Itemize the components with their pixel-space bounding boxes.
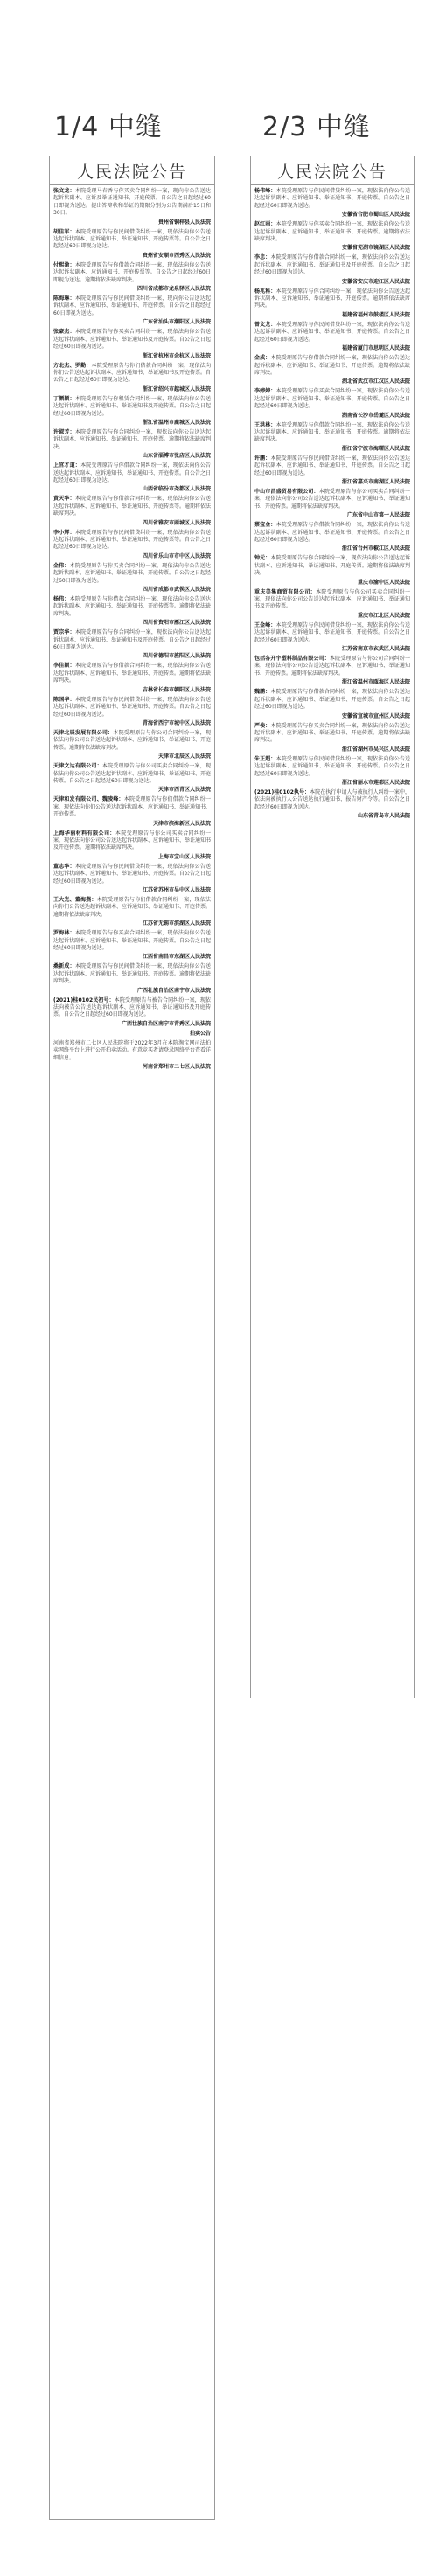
notice-recipient: (2021)桂0102民初号：	[53, 996, 115, 1003]
notice-paragraph	[254, 221, 410, 243]
notice-paragraph	[254, 322, 410, 344]
notice-recipient: 严俊：	[254, 722, 271, 729]
notice-text: 河南省郑州市二七区人民法院将于2022年3月在本院淘宝网司法拍卖网络平台上进行公开拍卖活动。有意竞买者请登录网络平台查看详细信息。	[53, 1039, 212, 1061]
notice-text: 本院受理原告与你民间借贷纠纷一案，现依法向你公告送达起诉状副本、应诉通知书、举证通知书、开庭传票。自公告之日起经过60日即视为送达。	[53, 696, 212, 718]
notice-recipient: 朱正超：	[254, 755, 276, 762]
notice-text: 本院受理原告与你民间借贷纠纷一案，现向你公告送达起诉状副本、应诉通知书、举证通知书、开庭传票。自公告之日起经过60日即视为送达。	[53, 295, 212, 316]
court-name: 浙江省杭州市余杭区人民法院	[142, 352, 211, 359]
notice-recipient: 包括各开宇塑料制品有限公司：	[254, 656, 330, 663]
notice-text: 本院受理原告与你民间借贷纠纷一案，现依法向你公告送达起诉状副本、应诉通知书、举证通知书、开庭传票。逾期将依法缺席判决。	[53, 963, 212, 985]
notice-paragraph	[53, 763, 211, 785]
notice-paragraph	[53, 530, 211, 552]
notice-recipient: 许淑芳：	[53, 428, 75, 435]
notice-recipient: 天津北辰发展有限公司：	[53, 729, 114, 736]
notice-recipient: 天津和发有限公司、魏凌峰：	[53, 796, 124, 803]
notice-paragraph	[53, 563, 211, 585]
court-name: 浙江省嘉兴市南湖区人民法院	[341, 478, 410, 485]
notice-recipient: 李小辉：	[53, 529, 75, 536]
notice-text: 本院在执行申请人与被执行人纠纷一案中，依法向被执行人公告送达执行通知书、报告财产令等。自公告之日起经过60日即视为送达。	[254, 788, 410, 810]
notice-paragraph	[53, 496, 211, 517]
notice-paragraph	[254, 756, 410, 778]
court-name: 天津市北辰区人民法院	[157, 753, 211, 760]
notice-paragraph	[53, 997, 211, 1019]
notice-text: 本院受理原告与你们借款合同纠纷一案，现依法向你们公告送达起诉状副本、应诉通知书、举证通知书及开庭传票。自公告之日起经过60日即视为送达。	[53, 362, 212, 384]
court-name: 天津市西青区人民法院	[157, 787, 211, 794]
notice-paragraph	[254, 555, 410, 577]
notice-paragraph	[254, 288, 410, 310]
court-name: 山东省淄博市张店区人民法院	[142, 453, 211, 460]
notice-paragraph	[254, 455, 410, 477]
notice-recipient: 钟元：	[254, 555, 271, 562]
notice-text: 本院受理原告与你民间借贷纠纷一案，现依法向你公告送达起诉状副本、应诉通知书、举证通知书、开庭传票。自公告之日起经过60日即视为送达。	[254, 755, 410, 777]
court-name: 福建省厦门市思明区人民法院	[341, 345, 410, 352]
court-name: 安徽省安庆市迎江区人民法院	[341, 278, 410, 285]
notice-text: 本院受理原告与你买卖合同纠纷一案，现依法向你公告送达起诉状副本、应诉通知书、举证通知书、开庭传票。逾期将依法缺席判决。	[254, 722, 410, 744]
court-name: 江苏省无锡市滨湖区人民法院	[142, 920, 211, 927]
right-column-label: 2/3 中缝	[262, 112, 371, 142]
notice-paragraph	[53, 830, 211, 852]
notice-text: 本院受理原告与你合同纠纷一案，现依法向你公告送达起诉状副本、应诉通知书、举证通知书及开庭传票。自公告之日起经过60日即视为送达。	[53, 629, 212, 651]
notice-recipient: 李忠：	[254, 254, 271, 261]
notice-paragraph	[53, 188, 211, 218]
notice-paragraph	[254, 589, 410, 611]
left-notice-column	[49, 156, 215, 2520]
notice-text: 本院受理原告与你借款合同纠纷一案，现依法向你公告送达起诉状副本、应诉通知书、举证通知书及开庭传票。自公告之日起经过60日即视为送达。	[254, 254, 410, 276]
court-name: 贵州省安顺市西秀区人民法院	[142, 252, 211, 259]
notice-text: 本院受理原告与你借款合同纠纷一案，现依法向你公告送达起诉状副本、应诉通知书、开庭传票等。自公告之日起经过60日即视为送达。逾期将依法缺席判决。	[53, 261, 211, 283]
notice-recipient: 王金峰：	[254, 621, 276, 628]
notice-paragraph	[53, 930, 211, 952]
notice-recipient: 上海华丽材料有限公司：	[53, 830, 115, 837]
notice-paragraph	[53, 429, 211, 451]
right-column-title: 人民法院公告	[251, 156, 414, 185]
notice-paragraph	[254, 622, 410, 644]
notice-text: 本院受理原告与你公司买卖合同纠纷一案，现依法向你公司公告送达起诉状副本、应诉通知书、举证通知书、开庭传票。逾期将依法缺席判决。	[254, 488, 410, 510]
notice-recipient: 许鹏：	[254, 455, 271, 462]
court-name: 四川省资阳市雁江区人民法院	[142, 620, 211, 627]
notice-recipient: 上官才道：	[53, 462, 81, 469]
court-name: 浙江省湖州市吴兴区人民法院	[341, 746, 410, 753]
notice-text: 本院受理原告与你借款合同纠纷一案，现依法向你公告送达起诉状副本、应诉通知书、举证通知书、开庭传票。自公告之日起经过60日即视为送达。	[53, 462, 212, 483]
notice-recipient: 方北杰、罗勤：	[53, 362, 92, 369]
notice-paragraph	[53, 796, 211, 818]
notice-paragraph	[254, 789, 410, 811]
court-name: 四川省成都市龙泉驿区人民法院	[136, 286, 211, 293]
notice-recipient: 曾文龙：	[254, 321, 276, 328]
notice-recipient: 重庆美集商贸有限公司：	[254, 588, 317, 595]
notice-paragraph	[254, 254, 410, 276]
notice-text: 本院受理原告与你合同纠纷一案，现依法向你公告送达起诉状副本、应诉通知书、举证通知书、开庭传票。逾期将依法缺席判决。	[254, 555, 410, 577]
notice-paragraph	[53, 963, 211, 985]
notice-recipient: 魏鹏：	[254, 689, 271, 696]
notice-text: 本院受理原告与你民间借贷纠纷一案，现依法向你公告送达起诉状副本、应诉通知书、举证通知书、开庭传票。自公告之日起经过60日即视为送达。	[254, 455, 410, 476]
notice-paragraph	[53, 897, 211, 919]
court-name: 广东省汕头市潮阳区人民法院	[142, 319, 211, 326]
notice-text: 本院受理原告与你们借款合同纠纷一案，现依法向你们公告送达起诉状副本、应诉通知书、举证通知书、开庭传票。	[53, 796, 212, 818]
notice-recipient: 王大光、董海燕：	[53, 897, 97, 903]
court-name: 浙江省丽水市莲都区人民法院	[341, 779, 410, 786]
notice-paragraph	[254, 656, 410, 677]
notice-text: 本院受理原告与你民间借贷纠纷一案，现依法向你公告送达起诉状副本、应诉通知书、举证通知书、开庭传票。自公告之日起经过60日即视为送达。	[254, 188, 410, 209]
notice-text: 本院受理原告与你公司买卖合同纠纷一案，现依法向你公司公告送达起诉状副本、应诉通知书、举证通知书及开庭传票。逾期将依法缺席判决。	[53, 830, 212, 851]
notice-paragraph	[53, 697, 211, 719]
court-name: 四川省乐山市市中区人民法院	[142, 552, 211, 559]
court-name: 浙江省宁波市海曙区人民法院	[341, 445, 410, 452]
notice-text: 本院受理原告与你买卖合同纠纷一案，现依法向你公告送达起诉状副本、应诉通知书、举证通知书、开庭传票。自公告之日起经过60日即视为送达。	[53, 562, 212, 584]
left-column-title: 人民法院公告	[50, 156, 214, 185]
notice-recipient: 付熙渝：	[53, 261, 75, 268]
court-name: 拍卖公告	[189, 1030, 211, 1037]
court-name: 浙江省台州市椒江区人民法院	[341, 545, 410, 552]
notice-paragraph	[254, 689, 410, 711]
notice-recipient: 金伟：	[53, 562, 70, 569]
court-name: 湖北省武汉市江汉区人民法院	[341, 378, 410, 385]
court-name: 广西壮族自治区南宁市青秀区人民法院	[121, 1020, 211, 1027]
court-name: 安徽省宣城市宣州区人民法院	[341, 712, 410, 719]
court-name: 四川省成都市武侯区人民法院	[142, 587, 211, 594]
notice-recipient: 黄天华：	[53, 496, 75, 503]
notice-paragraph	[254, 188, 410, 210]
court-name: 湖南省长沙市岳麓区人民法院	[341, 412, 410, 419]
notice-recipient: (2021)桂0102执号：	[254, 788, 310, 795]
notice-paragraph	[53, 629, 211, 651]
court-name: 浙江省温州市鹿城区人民法院	[142, 419, 211, 426]
notice-text: 本院受理原告与你民间借贷纠纷一案，现依法向你公告送达起诉状副本、应诉通知书、举证通知书、开庭传票。自公告之日起经过60日即视为送达。	[254, 621, 410, 643]
notice-text: 本院受理原告与你公司买卖合同纠纷一案，现依法向你公司公告送达起诉状副本、应诉通知书、举证通知书、开庭传票。自公告之日起经过60日即视为送达。	[53, 763, 212, 784]
notice-text: 本院受理马春香与你买卖合同纠纷一案，现向你公告送达起诉状副本、应诉及举证通知书、开庭传票。自公告之日起经过60日即视为送达。提出答辩状和举证的期限分别为公告期满后15日和30日。	[53, 188, 211, 217]
court-name: 江西省南昌市东湖区人民法院	[142, 954, 211, 961]
notice-recipient: 天津文达有限公司：	[53, 763, 102, 770]
notice-recipient: 赵红雨：	[254, 221, 276, 228]
notice-text: 本院受理原告与你合同纠纷一案，现依法向你公告送达起诉状副本、应诉通知书、举证通知书、开庭传票。逾期将依法缺席判决。	[53, 428, 212, 450]
notice-paragraph	[53, 229, 211, 251]
court-name: 天津市滨海新区人民法院	[152, 820, 211, 827]
court-name: 福建省福州市鼓楼区人民法院	[341, 311, 410, 318]
notice-text: 本院受理原告与你借款合同纠纷一案，现依法向你公告送达起诉状副本、应诉通知书、举证通知书、开庭传票。逾期将依法缺席判决。	[254, 421, 410, 443]
notice-text: 本院受理原告与你民间借贷纠纷一案，现依法向你公告送达起诉状副本、应诉通知书、举证通知书、开庭传票。自公告之日起经过60日即视为送达。	[53, 863, 212, 885]
notice-text: 本院受理原告与你们借款合同纠纷一案，现依法向你们公告送达起诉状副本、应诉通知书、举证通知书、开庭传票。逾期将依法缺席判决。	[53, 897, 212, 918]
court-name: 河南省郑州市二七区人民法院	[142, 1064, 211, 1071]
notice-paragraph	[254, 355, 410, 377]
notice-paragraph	[254, 422, 410, 444]
court-name: 山东省青岛市人民法院	[357, 813, 410, 820]
notice-paragraph	[254, 489, 410, 510]
notice-recipient: 杨兆科：	[254, 288, 276, 295]
notice-recipient: 董志华：	[53, 863, 75, 870]
notice-text: 本院受理原告与你公司合同纠纷一案，现依法向你公司公告送达起诉状副本、应诉通知书、举证通知书、开庭传票。逾期将依法缺席判决。	[254, 656, 410, 677]
notice-recipient: 贾宗华：	[53, 629, 75, 636]
notice-paragraph	[254, 522, 410, 544]
notice-text: 本院受理原告与你公司买卖合同纠纷一案，现依法向你公司公告送达起诉状副本、应诉通知书、举证通知书及开庭传票。	[254, 588, 410, 610]
notice-text: 本院受理原告与你租赁合同纠纷一案，现依法向你公告送达起诉状副本、应诉通知书、举证通知书及开庭传票。自公告之日起经过60日即视为送达。	[53, 395, 212, 417]
notice-recipient: 李佳颖：	[53, 663, 75, 670]
court-name: 浙江省温州市瓯海区人民法院	[341, 679, 410, 686]
notice-text: 本院受理原告与你公司合同纠纷一案，现依法向你公司公告送达起诉状副本、应诉通知书、举证通知书、开庭传票。逾期将依法缺席判决。	[53, 729, 212, 751]
notice-recipient: 丁颜颖：	[53, 395, 75, 402]
court-name: 贵州省铜梓县人民法院	[157, 219, 211, 226]
court-name: 江苏省南京市玄武区人民法院	[341, 646, 410, 653]
notice-text: 本院受理原告与你借款合同纠纷一案，现依法向你公告送达起诉状副本、应诉通知书、举证通知书、开庭传票。自公告之日起经过60日即视为送达。	[254, 522, 410, 543]
court-name: 江苏省苏州市吴中区人民法院	[142, 887, 211, 893]
court-name: 广西壮族自治区南宁市人民法院	[136, 987, 211, 994]
notice-recipient: 中山市昌盛贸易有限公司：	[254, 488, 319, 495]
court-name: 四川省雅安市雨城区人民法院	[142, 519, 211, 526]
notice-recipient: 王洪林：	[254, 421, 276, 428]
court-name: 上海市宝山区人民法院	[157, 853, 211, 860]
notice-recipient: 罗海林：	[53, 930, 75, 937]
notice-paragraph	[254, 388, 410, 410]
notice-recipient: 金成：	[254, 355, 271, 362]
court-name: 安徽省芜湖市镜湖区人民法院	[341, 245, 410, 252]
notice-text: 本院受理原告与你合同纠纷一案，现依法向你公告送达起诉状副本、应诉通知书、举证通知书、开庭传票。逾期将依法缺席判决。	[254, 288, 410, 309]
notice-paragraph	[53, 396, 211, 418]
notice-recipient: 张豪杰：	[53, 329, 75, 336]
court-name: 重庆市江北区人民法院	[357, 612, 410, 619]
notice-paragraph	[53, 295, 211, 317]
notice-paragraph	[53, 864, 211, 885]
notice-text: 本院受理原告与你借款合同纠纷一案，现依法向你公告送达起诉状副本、应诉通知书、举证通知书、开庭传票。逾期将依法缺席判决。	[254, 355, 410, 376]
court-name: 安徽省合肥市蜀山区人民法院	[341, 212, 410, 219]
court-name: 四川省德阳市旌阳区人民法院	[142, 653, 211, 660]
court-name: 青海省西宁市城中区人民法院	[142, 719, 211, 726]
notice-recipient: 陈国华：	[53, 696, 75, 703]
right-notice-column	[250, 156, 415, 1698]
notice-recipient: 胡佳军：	[53, 228, 75, 235]
notice-text: 本院受理原告与你借款合同纠纷一案，现依法向你公告送达起诉状副本、应诉通知书、举证通知书、开庭传票等。逾期将依法缺席判决。	[53, 496, 212, 517]
notice-paragraph	[53, 663, 211, 684]
court-name: 重庆市渝中区人民法院	[357, 579, 410, 586]
court-name: 广东省中山市第一人民法院	[346, 512, 410, 519]
court-name: 山西省临汾市尧都区人民法院	[142, 486, 211, 493]
right-notice-list	[251, 185, 414, 825]
notice-paragraph	[53, 363, 211, 385]
notice-paragraph	[53, 329, 211, 351]
notice-recipient: 李婷婷：	[254, 388, 276, 395]
court-name: 浙江省绍兴市越城区人民法院	[142, 385, 211, 392]
notice-recipient: 杨伟峰：	[254, 188, 276, 194]
notice-paragraph	[53, 462, 211, 484]
page-header	[0, 0, 446, 149]
left-column-label: 1/4 中缝	[54, 112, 163, 142]
notice-text: 本院受理原告与你买卖合同纠纷一案，现依法向你公告送达起诉状副本、应诉通知书、举证通知书、开庭传票。自公告之日起经过60日即视为送达。	[254, 388, 410, 410]
notice-paragraph	[53, 596, 211, 618]
notice-text: 本院受理原告与你借款合同纠纷一案，现依法向你公告送达起诉状副本、应诉通知书、举证通知书、开庭传票等。逾期将依法缺席判决。	[53, 596, 212, 617]
notice-recipient: 杨伟：	[53, 596, 70, 603]
court-name: 吉林省长春市朝阳区人民法院	[142, 686, 211, 693]
notice-text: 本院受理原告与你民间借贷纠纷一案，现依法向你公告送达起诉状副本、应诉通知书、举证通知书、开庭传票等。自公告之日起经过60日即视为送达。	[53, 228, 212, 250]
notice-recipient: 陈海琳：	[53, 295, 75, 302]
notice-text: 本院受理原告与你买卖合同纠纷一案，现依法向你公告送达起诉状副本、应诉通知书、举证通知书、开庭传票。自公告之日起经过60日即视为送达。	[53, 930, 212, 952]
notice-paragraph	[53, 262, 211, 284]
notice-text: 本院受理原告与你买卖合同纠纷一案，现依法向你公告送达起诉状副本、应诉通知书、举证通知书及开庭传票。自公告之日起经过60日即视为送达。	[53, 329, 212, 351]
notice-text: 本院受理原告与你借款合同纠纷一案，现依法向你公告送达起诉状副本、应诉通知书、举证通知书、开庭传票。自公告之日起经过60日即视为送达。	[254, 689, 410, 711]
notice-text: 本院受理原告与被告合同纠纷一案，现依法向被告公告送达起诉状副本、应诉通知书、举证通知书及开庭传票。自公告之日起经过60日即视为送达。	[53, 996, 211, 1018]
notice-text: 本院受理原告与你借款合同纠纷一案，现依法向你公告送达起诉状副本、应诉通知书、举证通知书、开庭传票。逾期将依法缺席判决。	[53, 663, 212, 684]
notice-recipient: 桑新成：	[53, 963, 75, 970]
notice-paragraph	[53, 730, 211, 752]
notice-recipient: 张文龙：	[53, 188, 75, 194]
notice-paragraph	[53, 1040, 211, 1062]
notice-recipient: 蔡宝金：	[254, 522, 276, 529]
notice-paragraph	[254, 723, 410, 745]
notice-text: 本院受理原告与你买卖合同纠纷一案，现依法向你公告送达起诉状副本、应诉通知书、举证通知书、开庭传票。逾期将依法缺席判决。	[254, 221, 410, 243]
left-notice-list	[50, 185, 214, 1076]
notice-text: 本院受理原告与你民间借贷纠纷一案，现依法向你公告送达起诉状副本、应诉通知书、举证通知书、开庭传票等。自公告之日起经过60日即视为送达。	[53, 529, 212, 551]
notice-text: 本院受理原告与你民间借贷纠纷一案，现依法向你公告送达起诉状副本、应诉通知书、举证通知书、开庭传票。自公告之日起经过60日即视为送达。	[254, 321, 410, 343]
